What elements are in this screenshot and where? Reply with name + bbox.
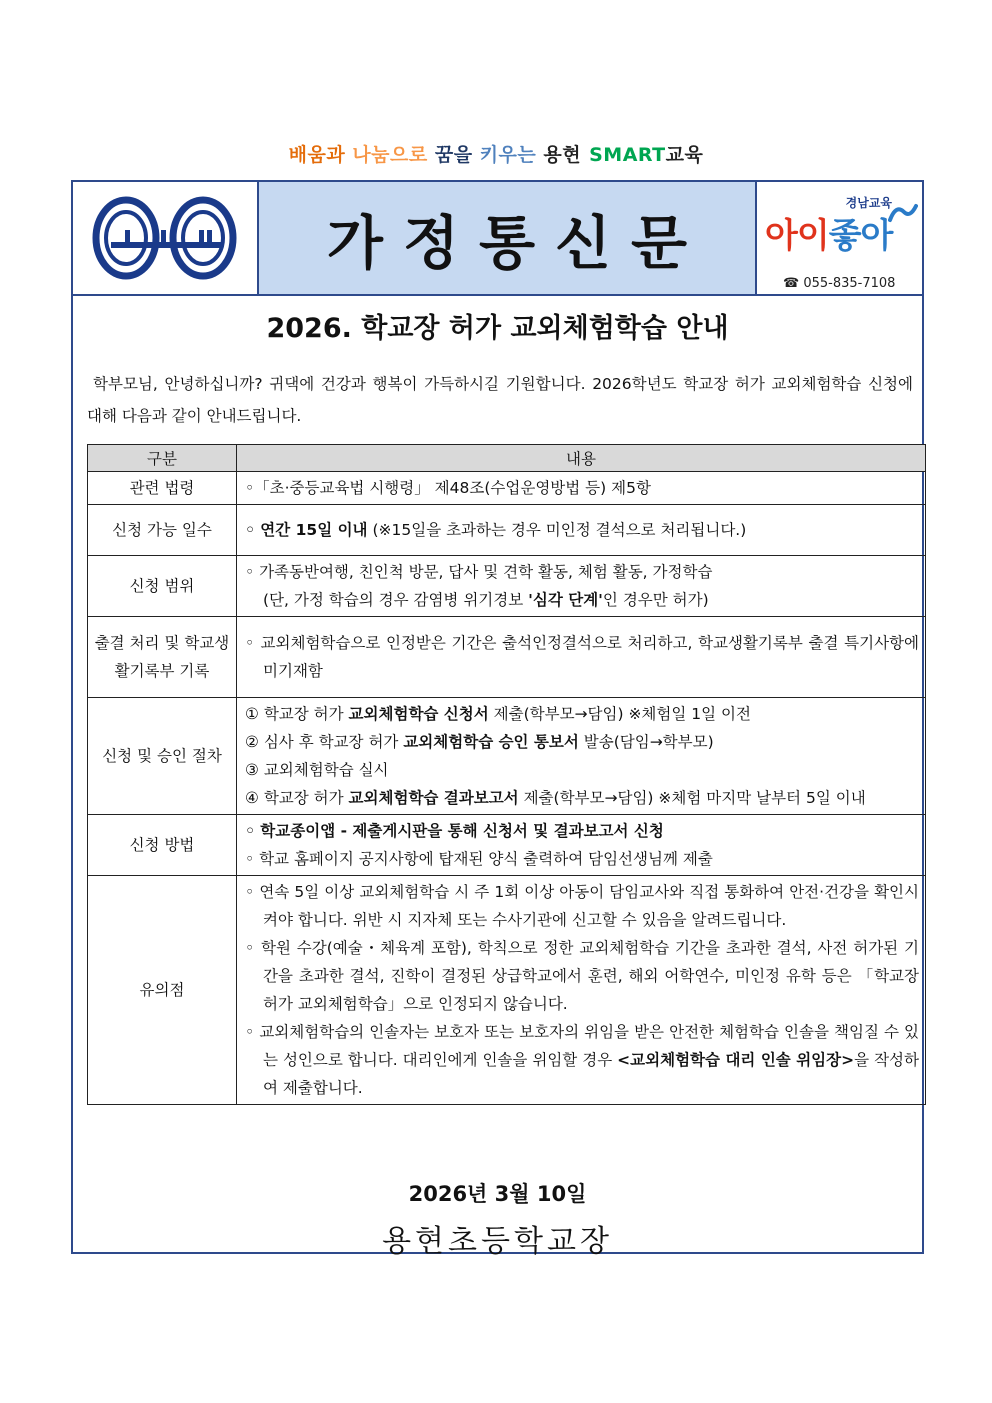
content-line: ◦ 가족동반여행, 친인척 방문, 답사 및 견학 활동, 체험 활동, 가정학습 (245, 563, 713, 581)
text: ◦ 교외체험학습의 인솔자는 보호자 또는 보호자의 위임을 받은 안전한 체험학습 인솔을 책임질 수 있는 성인으로 합니다. 대리인에게 인솔을 위임할 경우 (245, 1023, 919, 1069)
bold-text: 교외체험학습 신청서 (348, 705, 489, 723)
content-line (245, 728, 919, 756)
brand-name-part: 좋아 (828, 216, 893, 256)
column-header: 내용 (237, 445, 926, 472)
content-line (245, 586, 919, 614)
content-line: ◦ 학교종이앱 - 제출게시판을 통해 신청서 및 결과보고서 신청 (245, 822, 664, 840)
newsletter-title-cell (259, 182, 757, 294)
table-row (88, 698, 926, 815)
school-logo-cell (73, 182, 259, 294)
wave-icon (888, 202, 918, 224)
text: 제출(학부모→담임) ※체험 마지막 날부터 5일 이내 (518, 789, 866, 807)
slogan (0, 140, 992, 167)
text: 제출(학부모→담임) ※체험일 1일 이전 (488, 705, 751, 723)
document-title: 2026. 학교장 허가 교외체험학습 안내 (266, 313, 729, 344)
school-emblem-icon (73, 182, 259, 294)
slogan-part: 꿈을 (434, 144, 473, 166)
text: (※15일을 초과하는 경우 미인정 결석으로 처리됩니다.) (367, 521, 747, 539)
text: ④ 학교장 허가 (245, 789, 349, 807)
row-label: 신청 방법 (88, 815, 237, 876)
table-row (88, 505, 926, 556)
slogan-part: 나눔으로 (352, 144, 428, 166)
row-content (237, 556, 926, 617)
table-row (88, 815, 926, 876)
newsletter-frame (71, 180, 924, 1259)
table-row (88, 556, 926, 617)
text: 을 작성하여 제출합니다. (263, 1051, 919, 1097)
content-line (245, 700, 919, 728)
bold-text: '심각 단계' (528, 591, 603, 609)
column-header: 구분 (88, 445, 237, 472)
slogan-part: 키우는 (479, 144, 537, 166)
bold-text: 교외체험학습 승인 통보서 (403, 733, 579, 751)
content-line: ③ 교외체험학습 실시 (245, 761, 389, 779)
text: ② 심사 후 학교장 허가 (245, 733, 404, 751)
row-content (237, 617, 926, 698)
info-table (87, 444, 926, 1105)
bold-text: <교외체험학습 대리 인솔 위임장> (617, 1051, 855, 1069)
newsletter-header (73, 182, 922, 296)
school-principal: 용현초등학교장 (382, 1224, 613, 1259)
brand-logo-text (765, 208, 892, 257)
newsletter-title: 가정통신문 (326, 209, 708, 277)
slogan-part: 배움과 (288, 144, 346, 166)
content-line: ◦ 학교 홈페이지 공지사항에 탑재된 양식 출력하여 담임선생님께 제출 (245, 850, 713, 868)
row-label: 신청 가능 일수 (88, 505, 237, 556)
content-line (245, 1018, 919, 1102)
content-line (245, 784, 919, 812)
row-label: 신청 및 승인 절차 (88, 698, 237, 815)
row-content: ◦「초·중등교육법 시행령」 제48조(수업운영방법 등) 제5항 (237, 472, 926, 505)
brand-region: 경남교육 (845, 196, 892, 210)
slogan-part: 교육 (665, 144, 704, 166)
row-content (237, 505, 926, 556)
row-content (237, 876, 926, 1105)
content-line: ◦ 교외체험학습으로 인정받은 기간은 출석인정결석으로 처리하고, 학교생활기록부 출결 특기사항에 미기재함 (245, 634, 919, 680)
brand-cell (757, 182, 922, 294)
content-line: ◦ 연속 5일 이상 교외체험학습 시 주 1회 이상 아동이 담임교사와 직접 통화하여 안전·건강을 확인시켜야 합니다. 위반 시 지자체 또는 수사기관에 신고할 수 있음을 알려드립니다. (245, 883, 919, 929)
phone-number: ☎ 055-835-7108 (783, 276, 896, 291)
table-row (88, 472, 926, 505)
text: (단, 가정 학습의 경우 감염병 위기경보 (263, 591, 529, 609)
table-row (88, 617, 926, 698)
text: ① 학교장 허가 (245, 705, 349, 723)
issue-date: 2026년 3월 10일 (408, 1182, 587, 1206)
bold-text: ◦ 연간 15일 이내 (245, 521, 368, 539)
table-row (88, 876, 926, 1105)
text: 인 경우만 허가) (602, 591, 709, 609)
row-label: 관련 법령 (88, 472, 237, 505)
row-label: 신청 범위 (88, 556, 237, 617)
text: 발송(담임→학부모) (578, 733, 714, 751)
row-label: 유의점 (88, 876, 237, 1105)
row-label: 출결 처리 및 학교생활기록부 기록 (88, 617, 237, 698)
bold-text: 교외체험학습 결과보고서 (348, 789, 519, 807)
intro-paragraph: 학부모님, 안녕하십니까? 귀댁에 건강과 행복이 가득하시길 기원합니다. 2026학년도 학교장 허가 교외체험학습 신청에 대해 다음과 같이 안내드립니다. (87, 375, 913, 425)
row-content (237, 815, 926, 876)
brand-name-part: 아이 (765, 216, 829, 256)
slogan-part: SMART (589, 144, 666, 166)
slogan-part: 용현 (543, 144, 582, 166)
row-content (237, 698, 926, 815)
table-header-row (88, 445, 926, 472)
content-line: ◦ 학원 수강(예술・체육계 포함), 학칙으로 정한 교외체험학습 기간을 초과한 결석, 사전 허가된 기간을 초과한 결석, 진학이 결정된 상급학교에서 훈련, 해외 어학연수, 미인정 유학 등은 「학교장 허가 교외체험학습」으로 인정되지 않습니다. (245, 939, 919, 1013)
